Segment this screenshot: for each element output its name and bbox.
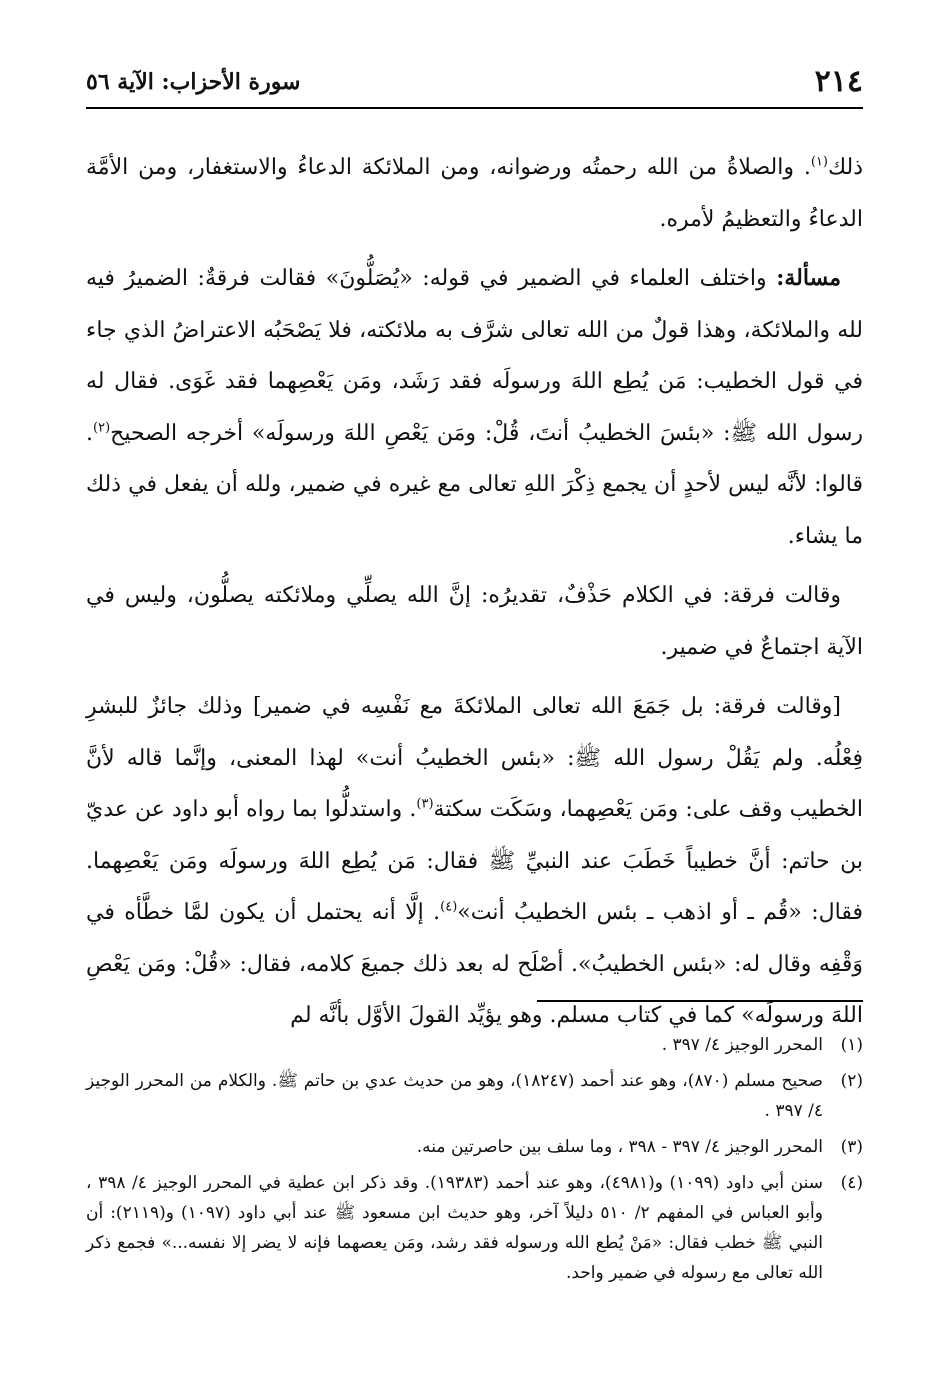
footnotes xyxy=(86,1030,863,1294)
footnote-number: (٢) xyxy=(840,1071,863,1091)
paragraph-4 xyxy=(86,681,863,1042)
footnote-ref-3: (٣) xyxy=(416,796,434,812)
footnote-ref-4: (٤) xyxy=(440,899,458,915)
page-number: ٢١٤ xyxy=(814,64,863,99)
issue-lead: مسألة: xyxy=(776,265,841,291)
footnote-number: (١) xyxy=(840,1035,863,1055)
footnote-number: (٤) xyxy=(840,1173,863,1193)
paragraph-2 xyxy=(86,253,863,562)
footnote-ref-2: (٢) xyxy=(93,420,111,436)
footnote-text: المحرر الوجيز ٤/ ٣٩٧ - ٣٩٨ ، وما سلف بين حاصرتين منه. xyxy=(416,1137,823,1157)
page-header xyxy=(86,64,863,100)
footnote-text: صحيح مسلم (٨٧٠)، وهو عند أحمد (١٨٢٤٧)، وهو من حديث عدي بن حاتم ﷺ. والكلام من المحرر الوجيز ٤/ ٣٩٧ . xyxy=(86,1071,823,1121)
paragraph-1 xyxy=(86,142,863,245)
paragraph-3-text: وقالت فرقة: في الكلام حَذْفٌ، تقديرُه: إنَّ الله يصلِّي وملائكته يصلُّون، وليس في الآية اجتماعٌ في ضمير. xyxy=(86,583,863,660)
paragraph-3 xyxy=(86,570,863,673)
paragraph-1-text-b: . والصلاةُ من الله رحمتُه ورضوانه، ومن الملائكة الدعاءُ والاستغفار، ومن الأمَّة الدعاءُ والتعظيمُ لأمره. xyxy=(86,155,863,232)
footnote xyxy=(86,1030,863,1060)
footnote xyxy=(86,1066,863,1126)
paragraph-4-text-c: . إلَّا أنه يحتمل أن يكون لمَّا خطَّأه في وَقْفِه وقال له: «بئس الخطيبُ». أصْلَح له بعد ذلك جميعَ كلامه، فقال: «قُلْ: ومَن يَعْصِ اللهَ ورسولَه» كما في كتاب مسلم. وهو يؤيِّد القولَ الأوَّل بأنَّه لم xyxy=(86,900,863,1028)
header-rule xyxy=(86,107,863,109)
footnote-number: (٣) xyxy=(840,1137,863,1157)
paragraph-1-text-a: ذلك xyxy=(827,155,863,180)
paragraph-2-text-b: . قالوا: لأنَّه ليس لأحدٍ أن يجمع ذِكْرَ اللهِ تعالى مع غيره في ضمير، ولله أن يفعل في ذلك ما يشاء. xyxy=(86,420,863,549)
paragraph-4-text-b: . واستدلُّوا بما رواه أبو داود عن عديّ بن حاتم: أنَّ خطيباً خَطَبَ عند النبيِّ ﷺ فقال: مَن يُطِع اللهَ ورسولَه ومَن يَعْصِهما. فقال: «قُم ـ أو اذهب ـ بئس الخطيبُ أنت» xyxy=(86,797,863,925)
footnote xyxy=(86,1132,863,1162)
footnote xyxy=(86,1168,863,1288)
footnote-rule xyxy=(537,1000,863,1002)
footnote-text: سنن أبي داود (١٠٩٩) و(٤٩٨١)، وهو عند أحمد (١٩٣٨٣). وقد ذكر ابن عطية في المحرر الوجيز ٤/ ٣٩٨ ، وأبو العباس في المفهم ٢/ ٥١٠ دليلاً آخر، وهو حديث ابن مسعود ﷺ عند أبي داود (١٠٩٧) و(٢١١٩): أن النبي ﷺ خطب فقال: «مَنْ يُطع الله ورسوله فقد رشد، ومَن يعصهما فإنه لا يضر إلا نفسه...» فجمع ذكر الله تعالى مع رسوله في ضمير واحد. xyxy=(86,1173,824,1283)
footnote-ref-1: (١) xyxy=(810,154,828,170)
main-text xyxy=(86,142,863,1050)
paragraph-4-text-a: [وقالت فرقة: بل جَمَعَ الله تعالى الملائكةَ مع نَفْسِه في ضمير] وذلك جائزٌ للبشرِ فِعْلُه. ولم يَقُلْ رسول الله ﷺ: «بئس الخطيبُ أنت» لهذا المعنى، وإنَّما قاله لأنَّ الخطيب وقف على: ومَن يَعْصِهما، وسَكَت سكتة xyxy=(86,694,863,822)
running-title: سورة الأحزاب: الآية ٥٦ xyxy=(86,69,301,95)
footnote-text: المحرر الوجيز ٤/ ٣٩٧ . xyxy=(661,1035,823,1055)
paragraph-2-text-a: واختلف العلماء في الضمير في قوله: «يُصَلُّونَ» فقالت فرقةٌ: الضميرُ فيه لله والملائكة، وهذا قولٌ من الله تعالى شرَّف به ملائكته، فلا يَصْحَبُه الاعتراضُ الذي جاء في قول الخطيب: مَن يُطِع اللهَ ورسولَه فقد رَشَد، ومَن يَعْصِهما فقد غَوَى. فقال له رسول الله ﷺ: «بئسَ الخطيبُ أنتَ، قُلْ: ومَن يَعْصِ اللهَ ورسولَه» أخرجه الصحيح xyxy=(86,266,863,446)
